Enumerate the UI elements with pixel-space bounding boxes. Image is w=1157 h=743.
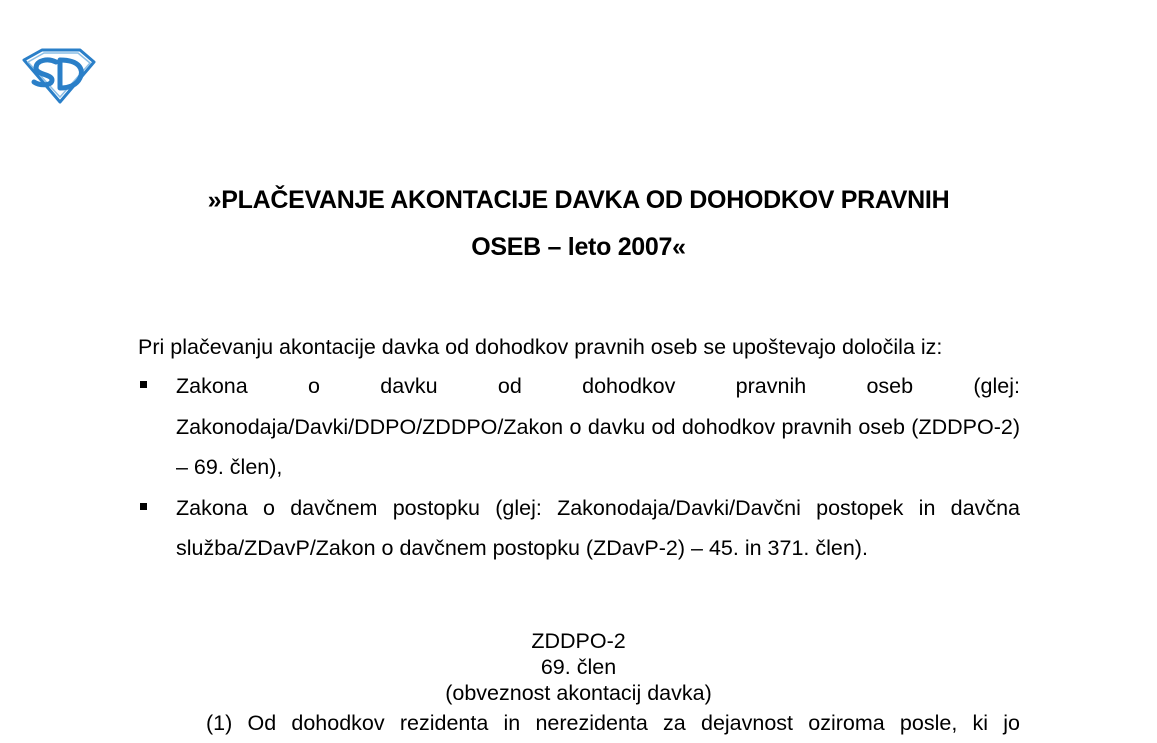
sd-shield-logo-icon <box>22 48 96 104</box>
document-title-line-1: »PLAČEVANJE AKONTACIJE DAVKA OD DOHODKOV PRAVNIH <box>207 186 950 214</box>
law-reference-list <box>138 366 1020 569</box>
list-item <box>138 366 1020 488</box>
list-item-text: Zakona o davku od dohodkov pravnih oseb (glej: Zakonodaja/Davki/DDPO/ZDDPO/Zakon o davku od dohodkov pravnih oseb (ZDDPO-2) – 69. člen), <box>176 374 1020 479</box>
list-item <box>138 488 1020 569</box>
section-law-name: ZDDPO-2 <box>531 629 626 653</box>
intro-text: Pri plačevanju akontacije davka od dohodkov pravnih oseb se upoštevajo določila iz: <box>138 335 943 359</box>
square-bullet-icon <box>140 381 147 388</box>
square-bullet-icon <box>140 503 147 510</box>
document-title-line-2: OSEB – leto 2007« <box>471 233 686 261</box>
section-article-number: 69. člen <box>540 655 617 679</box>
section-article-heading: (obveznost akontacij davka) <box>445 681 712 705</box>
article-paragraph-continuation-cutoff <box>138 738 1020 743</box>
list-item-text: Zakona o davčnem postopku (glej: Zakonodaja/Davki/Davčni postopek in davčna služba/ZDavP/Zakon o davčnem postopku (ZDavP-2) – 45. in 371. člen). <box>176 495 1020 560</box>
article-paragraph: (1) Od dohodkov rezidenta in nerezidenta za dejavnost oziroma posle, ki jo <box>206 711 1020 735</box>
